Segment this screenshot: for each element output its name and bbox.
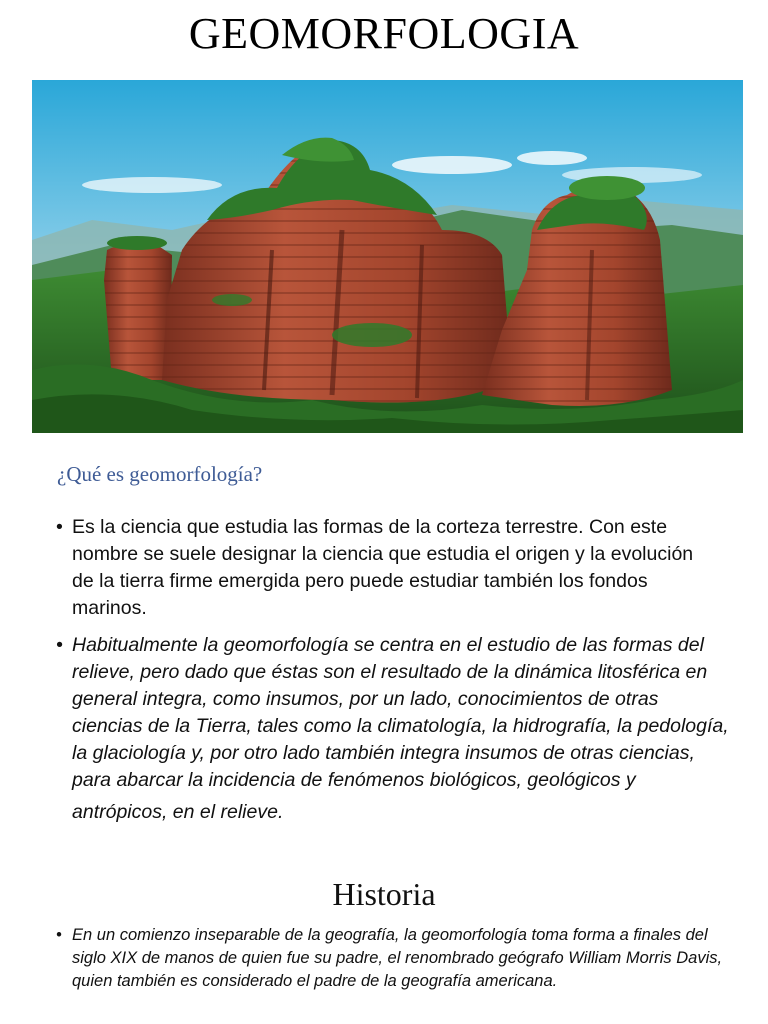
- bullet-icon: •: [56, 926, 62, 944]
- bullet-icon: •: [56, 516, 63, 538]
- bullet-icon: •: [56, 634, 63, 656]
- history-heading: Historia: [332, 876, 436, 912]
- list-item: [56, 632, 732, 826]
- section-question-heading: ¿Qué es geomorfología?: [57, 462, 263, 486]
- bullet-text: Habitualmente la geomorfología se centra en el estudio de las formas del relieve, pero dado que éstas son el resultado de la dinámica litosférica en general integra, como insumos, por un lado, conocimientos de otras ciencias de la Tierra, tales como la climatología, la hidrografía, la pedología, la glaciología y, por otro lado también integra insumos de otras ciencias, para abarcar la incidencia de fenómenos biológicos, geológicos y: [72, 634, 729, 791]
- photo-illustration: [32, 80, 743, 433]
- bullet-text: Es la ciencia que estudia las formas de la corteza terrestre. Con este nombre se suele designar la ciencia que estudia el origen y la evolución de la tierra firme emergida pero puede estudiar también los fondos marinos.: [72, 516, 694, 619]
- bullet-text-last-line: antrópicos, en el relieve.: [72, 801, 284, 823]
- bullet-text: En un comienzo inseparable de la geografía, la geomorfología toma forma a finales del siglo XIX de manos de quien fue su padre, el renombrado geógrafo William Morris Davis, quien también es considerado el padre de la geografía americana.: [72, 926, 723, 990]
- history-bullet-list: [56, 924, 736, 993]
- list-item: [56, 924, 736, 993]
- rock-formations-photo: [32, 80, 743, 433]
- definition-bullet-list: [56, 514, 716, 622]
- scope-bullet-list: [56, 632, 732, 826]
- list-item: [56, 514, 716, 622]
- page-title: GEOMORFOLOGIA: [188, 9, 580, 58]
